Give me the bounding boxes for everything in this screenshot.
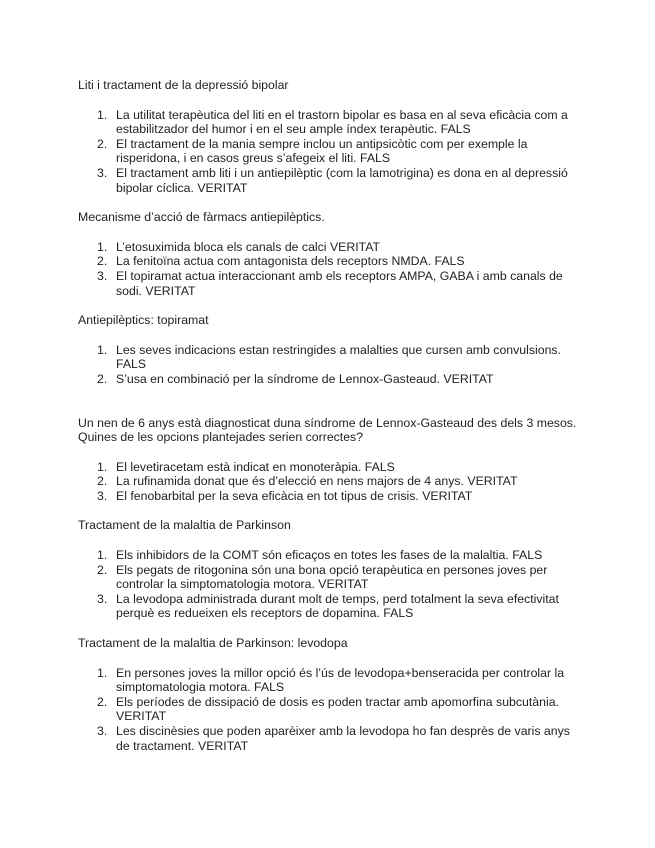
question-section — [78, 313, 583, 386]
list-item — [78, 724, 583, 753]
section-heading: Tractament de la malaltia de Parkinson — [78, 518, 291, 533]
list-marker: 2. — [97, 694, 108, 709]
section-heading: Antiepilèptics: topiramat — [78, 313, 209, 328]
list-item — [78, 254, 583, 269]
list-item — [78, 489, 583, 504]
list-marker: 1. — [97, 665, 108, 680]
list-item-text: Els inhibidors de la COMT són eficaços en totes les fases de la malaltia. FALS — [116, 548, 543, 563]
list-item — [78, 666, 583, 695]
list-item-text: El tractament amb liti i un antiepilèptic (com la lamotrigina) es dona en al depressió bipolar cíclica. VERITAT — [116, 165, 568, 195]
list-marker: 1. — [97, 459, 108, 474]
list-item-text: La rufinamida donat que és d’elecció en nens majors de 4 anys. VERITAT — [116, 474, 518, 489]
list-marker: 1. — [97, 548, 108, 563]
list-marker: 2. — [97, 562, 108, 577]
list-item-text: El tractament de la mania sempre inclou un antipsicòtic com per exemple la risperidona, i en casos greus s’afegeix el liti. FALS — [116, 136, 528, 166]
list-item — [78, 563, 583, 592]
list-item — [78, 592, 583, 621]
list-item-text: El levetiracetam està indicat en monoteràpia. FALS — [116, 459, 395, 474]
section-heading: Liti i tractament de la depressió bipolar — [78, 78, 289, 92]
list-item — [78, 695, 583, 724]
list-marker: 2. — [97, 474, 108, 489]
list-marker: 3. — [97, 591, 108, 606]
list-marker: 1. — [97, 107, 108, 122]
question-section — [78, 416, 583, 504]
question-section — [78, 210, 583, 298]
list-item-text: S’usa en combinació per la síndrome de Lennox-Gasteaud. VERITAT — [116, 371, 494, 386]
list-item — [78, 137, 583, 166]
list-marker: 2. — [97, 371, 108, 386]
section-heading: Mecanisme d’acció de fàrmacs antiepilèptics. — [78, 210, 325, 225]
list-item-text: La utilitat terapèutica del liti en el trastorn bipolar es basa en al seva eficàcia com a estabilitzador del humor i en el seu ample índex terapèutic. FALS — [116, 107, 568, 137]
list-item — [78, 460, 583, 475]
answer-list — [78, 666, 583, 754]
list-marker: 3. — [97, 724, 108, 738]
list-item-text: En persones joves la millor opció és l’ús de levodopa+benseracida per controlar la simptomatologia motora. FALS — [116, 665, 565, 695]
list-item — [78, 108, 583, 137]
list-item-text: Els pegats de ritogonina són una bona opció terapèutica en persones joves per controlar la simptomatologia motora. VERITAT — [116, 562, 548, 592]
list-item — [78, 240, 583, 255]
question-section — [78, 518, 583, 621]
list-item — [78, 269, 583, 298]
list-item-text: La fenitoïna actua com antagonista dels receptors NMDA. FALS — [116, 254, 465, 269]
list-item — [78, 166, 583, 195]
list-item — [78, 372, 583, 387]
list-item-text: El fenobarbital per la seva eficàcia en tot tipus de crisis. VERITAT — [116, 488, 473, 503]
section-heading: Tractament de la malaltia de Parkinson: levodopa — [78, 636, 348, 651]
list-item-text: Els períodes de dissipació de dosis es poden tractar amb apomorfina subcutània. VERITAT — [116, 694, 559, 724]
list-marker: 3. — [97, 165, 108, 180]
list-marker: 2. — [97, 254, 108, 269]
answer-list — [78, 548, 583, 621]
list-item-text: Les discinèsies que poden aparèixer amb la levodopa ho fan desprès de varis anys de tractament. VERITAT — [116, 724, 570, 753]
list-item — [78, 474, 583, 489]
list-item-text: L’etosuximida bloca els canals de calci VERITAT — [116, 239, 381, 254]
list-item-text: El topiramat actua interaccionant amb els receptors AMPA, GABA i amb canals de sodi. VERITAT — [116, 268, 563, 298]
section-heading: Un nen de 6 anys està diagnosticat duna síndrome de Lennox-Gasteaud des dels 3 mesos. Quines de les opcions plantejades serien correctes? — [78, 415, 577, 445]
list-marker: 3. — [97, 488, 108, 503]
list-marker: 2. — [97, 136, 108, 151]
list-marker: 1. — [97, 342, 108, 357]
answer-list — [78, 108, 583, 196]
question-section — [78, 78, 583, 195]
answer-list — [78, 240, 583, 298]
list-item — [78, 548, 583, 563]
document-page — [78, 78, 583, 753]
list-item-text: La levodopa administrada durant molt de temps, perd totalment la seva efectivitat perquè es redueixen els receptors de dopamina. FALS — [116, 591, 559, 621]
question-section — [78, 636, 583, 753]
list-marker: 1. — [97, 239, 108, 254]
list-item — [78, 343, 583, 372]
list-marker: 3. — [97, 268, 108, 283]
answer-list — [78, 460, 583, 504]
answer-list — [78, 343, 583, 387]
list-item-text: Les seves indicacions estan restringides a malalties que cursen amb convulsions. FALS — [116, 342, 561, 372]
